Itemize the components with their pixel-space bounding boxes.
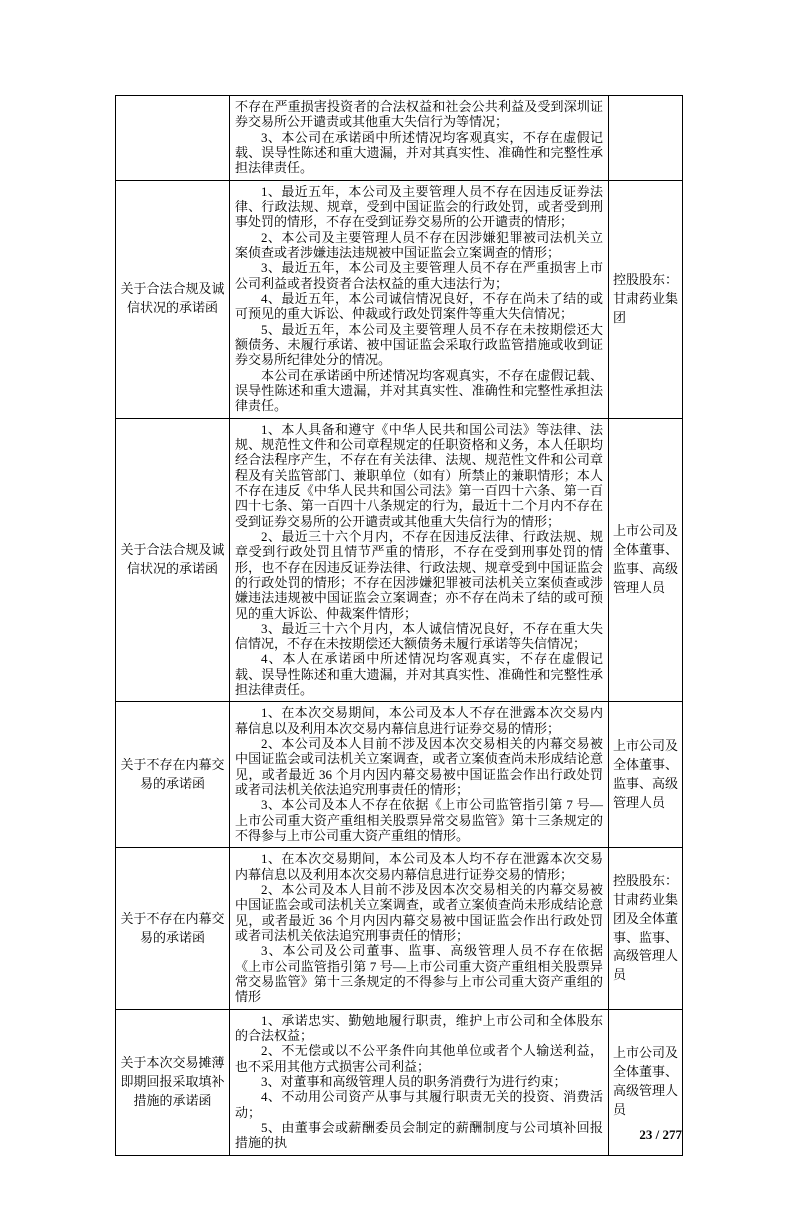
document-page xyxy=(0,95,793,1217)
commitment-paragraph: 2、最近三十六个月内，不存在因违反法律、行政法规、规章受到行政处罚且情节严重的情形，不存在受到刑事处罚的情形，也不存在因违反证券法律、行政法规、规章受到中国证监会的行政处罚的情形；不存在因涉嫌犯罪被司法机关立案侦查或涉嫌违法违规被中国证监会立案调查；亦不存在尚未了结的或可预见的重大诉讼、仲裁案件情形； xyxy=(235,528,603,621)
commitment-paragraph: 5、最近五年，本公司及主要管理人员不存在未按期偿还大额债务、未履行承诺、被中国证监会采取行政监管措施或收到证券交易所纪律处分的情况。 xyxy=(235,321,603,368)
commitment-paragraph: 3、本公司在承诺函中所述情况均客观真实，不存在虚假记载、误导性陈述和重大遗漏，并对其真实性、准确性和完整性承担法律责任。 xyxy=(235,129,603,176)
commitment-party-cell xyxy=(609,96,683,181)
commitment-paragraph: 3、对董事和高级管理人员的职务消费行为进行约束； xyxy=(261,1074,567,1090)
commitment-paragraph: 1、最近五年，本公司及主要管理人员不存在因违反证券法律、行政法规、规章，受到中国证监会的行政处罚，或者受到刑事处罚的情形，不存在受到证券交易所的公开谴责的情形； xyxy=(235,183,603,230)
commitment-title-cell xyxy=(116,96,230,181)
table-row xyxy=(116,96,683,181)
commitment-title-cell: 关于合法合规及诚信状况的承诺函 xyxy=(116,180,230,418)
commitment-party-cell: 控股股东：甘肃药业集团 xyxy=(609,180,683,418)
table-row xyxy=(116,418,683,702)
commitments-table xyxy=(115,95,683,1156)
commitment-content-cell xyxy=(230,848,609,1009)
commitment-paragraph: 1、在本次交易期间，本公司及本人均不存在泄露本次交易内幕信息以及利用本次交易内幕信息进行证券交易的情形； xyxy=(235,851,603,882)
commitment-content-cell xyxy=(230,180,609,418)
commitment-party-cell: 上市公司及全体董事、监事、高级管理人员 xyxy=(609,418,683,702)
commitment-paragraph: 不存在严重损害投资者的合法权益和社会公共利益及受到深圳证券交易所公开谴责或其他重大失信行为等情况； xyxy=(235,99,603,130)
commitment-paragraph: 4、不动用公司资产从事与其履行职责无关的投资、消费活动； xyxy=(235,1089,603,1120)
table-row xyxy=(116,848,683,1009)
table-row xyxy=(116,702,683,848)
commitment-title-cell: 关于合法合规及诚信状况的承诺函 xyxy=(116,418,230,702)
commitments-table-body xyxy=(116,96,683,1156)
commitment-paragraph: 5、由董事会或薪酬委员会制定的薪酬制度与公司填补回报措施的执 xyxy=(235,1120,603,1151)
commitment-content-cell xyxy=(230,702,609,848)
commitment-paragraph: 3、最近三十六个月内，本人诚信情况良好，不存在重大失信情况，不存在未按期偿还大额债务未履行承诺等失信情况； xyxy=(235,620,603,652)
commitment-title-cell: 关于不存在内幕交易的承诺函 xyxy=(116,848,230,1009)
commitment-paragraph: 1、本人具备和遵守《中华人民共和国公司法》等法律、法规、规范性文件和公司章程规定的任职资格和义务，本人任职均经合法程序产生，不存在有关法律、法规、规范性文件和公司章程及有关监管部门、兼职单位（如有）所禁止的兼职情形；本人不存在违反《中华人民共和国公司法》第一百四十六条、第一百四十七条、第一百四十八条规定的行为，最近十二个月内不存在受到证券交易所的公开谴责或其他重大失信行为的情形； xyxy=(235,421,603,529)
commitment-paragraph: 2、本公司及本人目前不涉及因本次交易相关的内幕交易被中国证监会或司法机关立案调查，或者立案侦查尚未形成结论意见，或者最近 36 个月内因内幕交易被中国证监会作出行政处罚或者司法机关依法追究刑事责任的情形； xyxy=(235,736,603,798)
commitment-paragraph: 3、最近五年，本公司及主要管理人员不存在严重损害上市公司利益或者投资者合法权益的重大违法行为； xyxy=(235,260,603,291)
commitment-content-cell xyxy=(230,418,609,702)
commitment-paragraph: 3、本公司及公司董事、监事、高级管理人员不存在依据《上市公司监管指引第 7 号—上市公司重大资产重组相关股票异常交易监管》第十三条规定的不得参与上市公司重大资产重组的情形 xyxy=(235,943,603,1005)
commitment-content-cell xyxy=(230,1009,609,1155)
commitment-title-cell: 关于不存在内幕交易的承诺函 xyxy=(116,702,230,848)
commitment-content-cell xyxy=(230,96,609,181)
commitment-paragraph: 4、最近五年，本公司诚信情况良好，不存在尚未了结的或可预见的重大诉讼、仲裁或行政处罚案件等重大失信情况； xyxy=(235,290,603,322)
commitment-party-cell: 控股股东：甘肃药业集团及全体董事、监事、高级管理人员 xyxy=(609,848,683,1009)
commitment-paragraph: 2、本公司及本人目前不涉及因本次交易相关的内幕交易被中国证监会或司法机关立案调查，或者立案侦查尚未形成结论意见，或者最近 36 个月内因内幕交易被中国证监会作出行政处罚或者司法机关依法追究刑事责任的情形； xyxy=(235,882,603,944)
page-number: 23 / 277 xyxy=(639,1127,682,1142)
commitment-paragraph: 3、本公司及本人不存在依据《上市公司监管指引第 7 号—上市公司重大资产重组相关股票异常交易监管》第十三条规定的不得参与上市公司重大资产重组的情形。 xyxy=(235,797,603,844)
table-row xyxy=(116,180,683,418)
commitment-paragraph: 1、在本次交易期间，本公司及本人不存在泄露本次交易内幕信息以及利用本次交易内幕信息进行证券交易的情形； xyxy=(235,705,603,736)
commitment-paragraph: 1、承诺忠实、勤勉地履行职责，维护上市公司和全体股东的合法权益； xyxy=(235,1012,603,1044)
commitment-party-cell: 上市公司及全体董事、高级管理人员 xyxy=(609,1009,683,1155)
commitment-paragraph: 4、本人在承诺函中所述情况均客观真实，不存在虚假记载、误导性陈述和重大遗漏，并对其真实性、准确性和完整性承担法律责任。 xyxy=(235,651,603,698)
commitment-paragraph: 本公司在承诺函中所述情况均客观真实，不存在虚假记载、误导性陈述和重大遗漏，并对其真实性、准确性和完整性承担法律责任。 xyxy=(235,367,603,414)
commitment-title-cell: 关于本次交易摊薄即期回报采取填补措施的承诺函 xyxy=(116,1009,230,1155)
table-row xyxy=(116,1009,683,1155)
commitment-paragraph: 2、不无偿或以不公平条件向其他单位或者个人输送利益，也不采用其他方式损害公司利益； xyxy=(235,1043,603,1074)
commitment-party-cell: 上市公司及全体董事、监事、高级管理人员 xyxy=(609,702,683,848)
commitment-paragraph: 2、本公司及主要管理人员不存在因涉嫌犯罪被司法机关立案侦查或者涉嫌违法违规被中国证监会立案调查的情形； xyxy=(235,229,603,260)
